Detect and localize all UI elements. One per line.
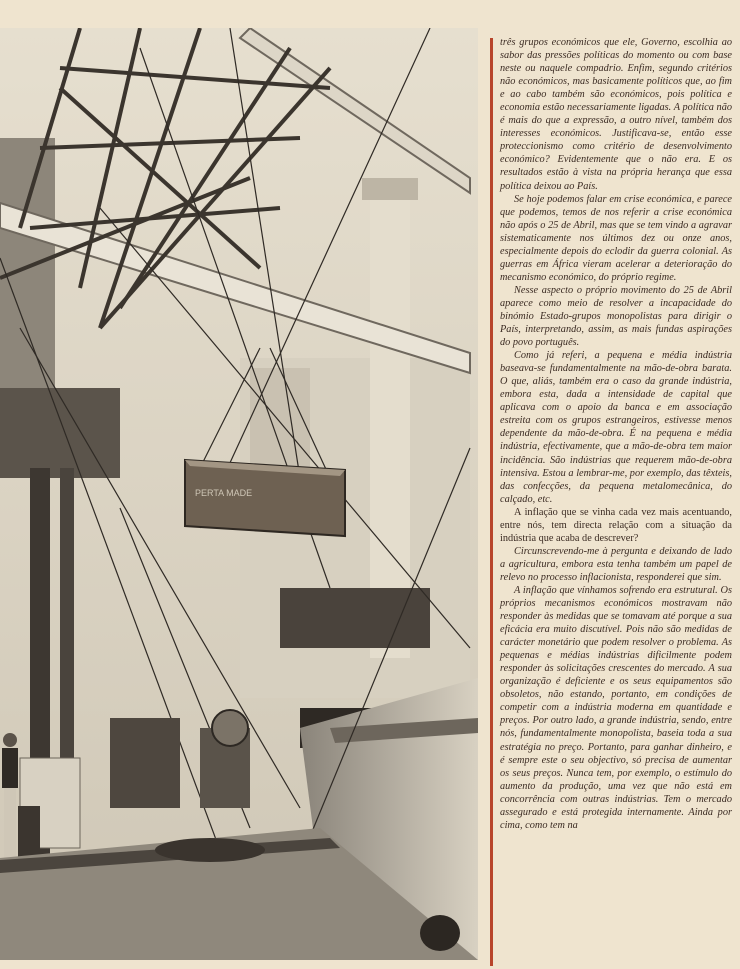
crate-label: PERTA MADE xyxy=(195,488,253,498)
article-paragraph: Circunscrevendo-me à pergunta e deixando de lado a agricultura, embora esta tenha também um papel de relevo no processo inflacionista, responderei que sim. xyxy=(500,545,732,583)
article-paragraph: Nesse aspecto o próprio movimento do 25 de Abril aparece como meio de resolver a incapacidade do binómio Estado-grupos monopolistas para dirigir o País, interpretando, assim, as mais fundas aspirações do povo português. xyxy=(500,284,732,349)
article-paragraph: A inflação que vínhamos sofrendo era estrutural. Os próprios mecanismos económicos mostravam não responder às medidas que se tomavam até porque a sua eficácia era muito discutível. Pois não são medidas de carácter monetário que podem resolver o problema. As pequenas e médias indústrias dificilmente podem responder às solicitações crescentes do mercado. A sua organização é deficiente e os seus equipamentos são obsoletos, não estando, portanto, em condições de competir com a indústria moderna em quantidade e preços. Por outro lado, a grande indústria, sendo, entre nós, fundamentalmente monopolista, baseia toda a sua estratégia no preço. Portanto, para ganhar dinheiro, e é sempre este o seu objectivo, só precisa de aumentar os seus preços. Nunca tem, por exemplo, o estímulo do aumento da produção, uma vez que não está em concorrência com outras indústrias. Tem o mercado assegurado e está protegida internamente. Ainda por cima, como tem na xyxy=(500,584,732,831)
article-paragraph: três grupos económicos que ele, Governo, escolhia ao sabor das pressões políticas do momento ou com base neste ou naquele compadrio. Enfim, segundo critérios não económicos, mas basicamente políticos que, ao fim e ao cabo também são económicos, pois política e economia estão necessariamente ligadas. A política não é mais do que a expressão, a outro nível, também dos interesses económicos. Justificava-se, então esse proteccionismo como critério de desenvolvimento económico? Evidentemente que o não era. E os resultados estão à vista na própria herança que essa política deixou ao País. xyxy=(500,37,732,192)
article-column xyxy=(500,36,732,832)
question-paragraph: A inflação que se vinha cada vez mais acentuando, entre nós, tem directa relação com a situação da indústria que acaba de descrever? xyxy=(500,506,732,544)
article-paragraph: Se hoje podemos falar em crise económica, e parece que podemos, temos de nos referir a crise económica não após o 25 de Abril, mas que se tem vindo a agravar sistematicamente nos últimos dez ou onze anos, especialmente depois do eclodir da guerra colonial. As guerras em África vieram acelerar a deterioração do mecanismo económico, do próprio regime. xyxy=(500,193,732,283)
harbour-photo xyxy=(0,28,478,960)
column-divider xyxy=(490,38,493,966)
article-paragraph: Como já referi, a pequena e média indústria baseava-se fundamentalmente na mão-de-obra barata. O que, aliás, também era o caso da grande indústria, embora esta, dada a intensidade de capital que aplicava com o apoio da banca e em associação estreita com os grupos estrangeiros, estivesse menos dependente da mão-de-obra. É na pequena e média indústria, efectivamente, que a mão-de-obra tem maior incidência. São indústrias que requerem mão-de-obra intensiva. Estou a lembrar-me, por exemplo, das têxteis, das confecções, da pequena metalomecânica, do calçado, etc. xyxy=(500,350,732,505)
